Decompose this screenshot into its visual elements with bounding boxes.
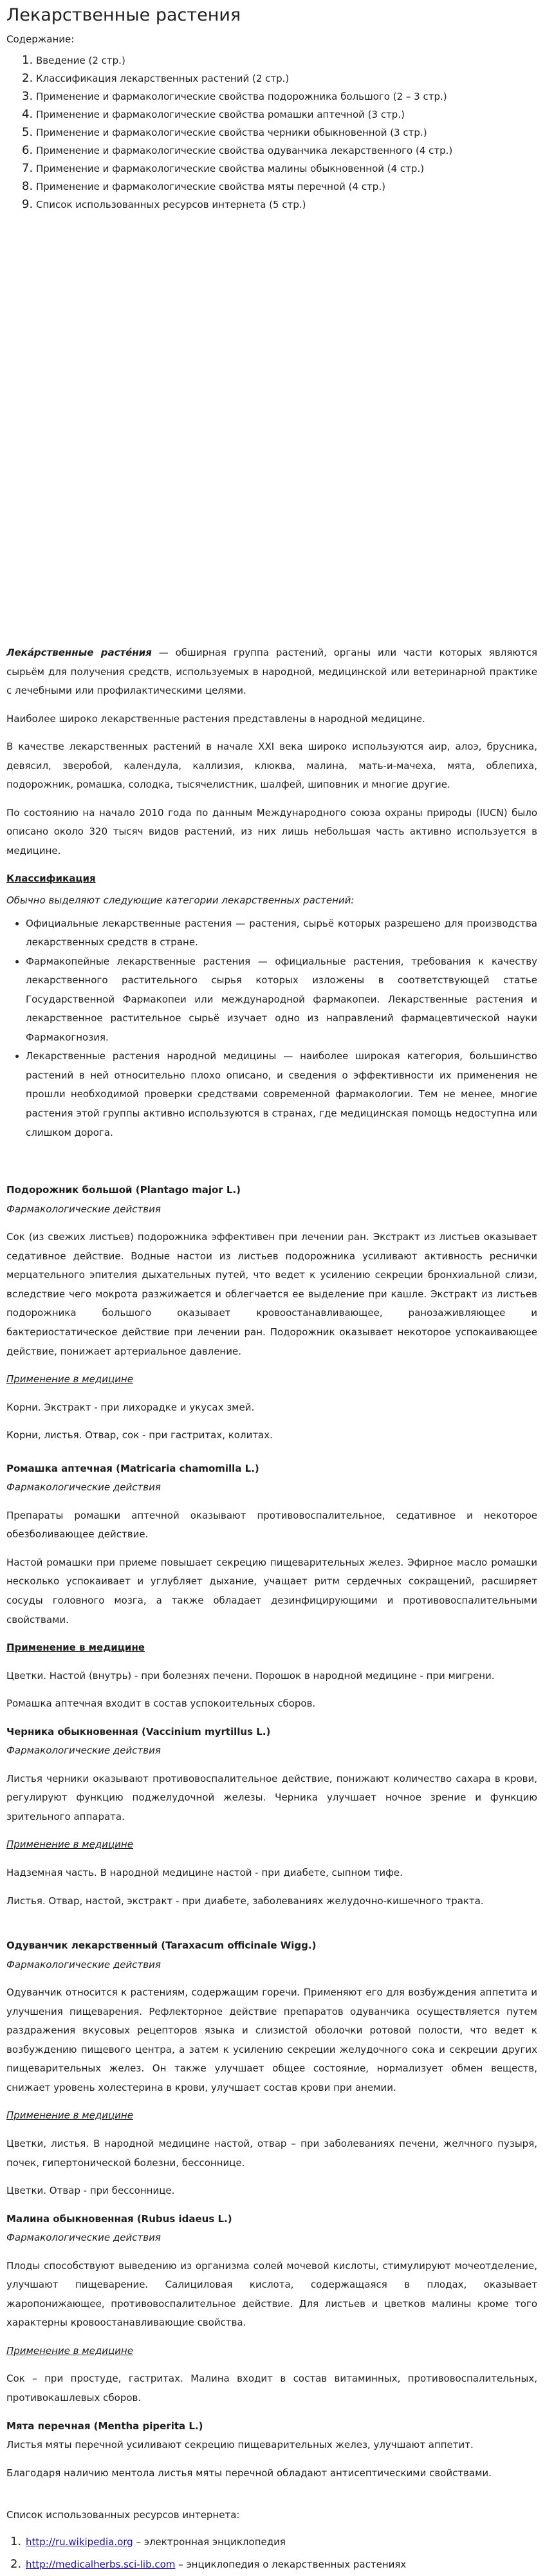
mint-paragraph: Благодаря наличию ментола листья мяты перечной обладают антисептическими свойствами.: [6, 2467, 492, 2479]
chamomile-usage: Цветки. Настой (внутрь) - при болезнях печени. Порошок в народной медицине - при мигрени.: [6, 1669, 495, 1682]
toc-item: 6. Применение и фармакологические свойства одуванчика лекарственного (4 стр.): [22, 144, 453, 157]
intro-paragraph: Лека́рственные расте́ния — обширная группа растений, органы или части которых являются сырьём для получения средств, используемых в народной, медицинской или ветеринарной практике с лечебными или профилактическими целями.: [6, 647, 537, 697]
intro-paragraph: По состоянию на начало 2010 года по данным Международного союза охраны природы (IUCN) было описано около 320 тысяч видов растений, из них лишь небольшая часть активно используется в медицине.: [6, 806, 537, 857]
toc-item: 3. Применение и фармакологические свойства подорожника большого (2 – 3 стр.): [22, 89, 447, 103]
mint-paragraph: Листья мяты перечной усиливают секрецию пищеварительных желез, улучшают аппетит.: [6, 2439, 474, 2451]
toc-item: 7. Применение и фармакологические свойства малины обыкновенной (4 стр.): [22, 162, 425, 175]
pharm-label: Фармакологические действия: [6, 1745, 161, 1757]
list-item: • Фармакопейные лекарственные растения — официальные растения, требования к качеству лекарственного растительного сырья которых изложены в соответствующей статье Государственной Фармакопеи или международной фармакопеи. Лекарственные растения и лекарственное растительное сырьё изучает одно из направлений фармацевтической науки Фармакогнозия.: [26, 952, 537, 1048]
usage-label: Применение в медицине: [6, 1642, 145, 1654]
usage-label: Применение в медицине: [6, 1839, 133, 1851]
chamomile-usage: Ромашка аптечная входит в состав успокоительных сборов.: [6, 1698, 316, 1710]
intro-paragraph: Наиболее широко лекарственные растения представлены в народной медицине.: [6, 712, 425, 725]
dandelion-pharm: Одуванчик относится к растениям, содержащим горечи. Применяют его для возбуждения аппетита и улучшения пищеварения. Рефлекторное действие препаратов одуванчика осуществляется путем раздражения вкусовых рецепторов языка и слизистой оболочки ротовой полости, что ведет к возбуждению пищевого центра, а затем к усилению секреции желудочного сока и секреции других пищеварительных желез. Он также улучшает общее состояние, нормализует обмен веществ, снижает уровень холестерина в крови, улучшает состав крови при анемии.: [6, 1987, 537, 2093]
document-body: [6, 644, 537, 2576]
section-heading-raspberry: Малина обыкновенная (Rubus idaeus L.): [6, 2212, 232, 2225]
section-heading-chamomile: Ромашка аптечная (Matricaria chamomilla L.): [6, 1462, 259, 1474]
bilberry-pharm: Листья черники оказывают противовоспалительное действие, понижают количество сахара в крови, регулируют функцию поджелудочной железы. Черника улучшает ночное зрение и функцию зрительного аппарата.: [6, 1772, 537, 1822]
pharm-label: Фармакологические действия: [6, 1958, 161, 1970]
pharm-label: Фармакологические действия: [6, 1481, 161, 1494]
section-heading-dandelion: Одуванчик лекарственный (Taraxacum officinale Wigg.): [6, 1940, 317, 1952]
list-item: • Официальные лекарственные растения — растения, сырьё которых разрешено для производства лекарственных средств в стране.: [26, 914, 537, 952]
plantain-pharm: Сок (из свежих листьев) подорожника эффективен при лечении ран. Экстракт из листьев оказывает седативное действие. Водные настои из листьев подорожника усиливают активность реснички мерцательного эпителия дыхательных путей, что ведет к усилению секреции бронхиальной слизи, вследствие чего мокрота разжижается и облегчается ее выделение при кашле. Экстракт из листьев подорожника большого оказывает кровоостанавливающее, ранозаживляющее и бактериостатическое действие при лечении ран. Подорожник оказывает некоторое успокаивающее действие, понижает артериальное давление.: [6, 1231, 537, 1357]
toc-item: 9. Список использованных ресурсов интернета (5 стр.): [22, 198, 306, 211]
dandelion-usage: Цветки. Отвар - при бессоннице.: [6, 2185, 175, 2197]
raspberry-usage: Сок – при простуде, гастритах. Малина входит в состав витаминных, противовоспалительных, противокашлевых сборов.: [6, 2373, 537, 2404]
plantain-usage: Корни, листья. Отвар, сок - при гастритах, колитах.: [6, 1429, 273, 1441]
chamomile-pharm: Настой ромашки при приеме повышает секрецию пищеварительных желез. Эфирное масло ромашки несколько успокаивает и углубляет дыхание, учащает ритм сердечных сокращений, расширяет сосуды головного мозга, а также обладает дезинфицирующими и противовоспалительными свойствами.: [6, 1556, 537, 1626]
page-title: Лекарственные растения: [6, 5, 241, 25]
chamomile-pharm: Препараты ромашки аптечной оказывают противовоспалительное, седативное и некоторое обезболивающее действие.: [6, 1509, 537, 1541]
classification-list: [6, 914, 537, 1143]
pharm-label: Фармакологические действия: [6, 2232, 161, 2244]
toc-item: 2. Классификация лекарственных растений (2 стр.): [22, 71, 290, 85]
resources-list: [6, 2530, 537, 2576]
intro-paragraph: В качестве лекарственных растений в начале XXI века широко используются аир, алоэ, брусника, девясил, зверобой, календула, каллизия, клюква, малина, мать-и-мачеха, мята, облепиха, подорожник, ромашка, солодка, тысячелистник, шалфей, шиповник и многие другие.: [6, 741, 537, 791]
toc-item: 4. Применение и фармакологические свойства ромашки аптечной (3 стр.): [22, 107, 405, 121]
resources-heading: Список использованных ресурсов интернета:: [6, 2509, 240, 2521]
resource-link-medicalherbs[interactable]: http://medicalherbs.sci-lib.com: [26, 2559, 176, 2571]
dandelion-usage: Цветки, листья. В народной медицине настой, отвар – при заболеваниях печени, желчного пузыря, почек, гипертонической болезни, бессоннице.: [6, 2138, 537, 2169]
resource-item: 2. http://medicalherbs.sci-lib.com – энциклопедия о лекарственных растениях: [10, 2557, 407, 2571]
plantain-usage: Корни. Экстракт - при лихорадке и укусах змей.: [6, 1401, 255, 1413]
section-heading-bilberry: Черника обыкновенная (Vaccinium myrtillus L.): [6, 1725, 271, 1737]
intro-term: Лека́рственные расте́ния: [6, 647, 152, 658]
contents-heading: Содержание:: [6, 33, 75, 45]
raspberry-pharm: Плоды способствуют выведению из организма солей мочевой кислоты, стимулируют мочеотделение, улучшают пищеварение. Салициловая кислота, содержащаяся в плодах, оказывает жаропонижающее, противовоспалительное действие. Для листьев и цветков малины кроме того характерны кровоостанавливающие свойства.: [6, 2259, 537, 2329]
usage-label: Применение в медицине: [6, 2344, 133, 2357]
section-heading-mint: Мята перечная (Mentha piperita L.): [6, 2420, 203, 2432]
usage-label: Применение в медицине: [6, 1373, 133, 1385]
list-item: • Лекарственные растения народной медицины — наиболее широкая категория, большинство растений в ней относительно плохо описано, и сведения о эффективности их применения не прошли необходимой проверки средствами современной фармакологии. Тем не менее, многие растения этой группы активно используются в странах, где медицинская помощь недоступна или слишком дорога.: [26, 1047, 537, 1142]
toc-item: 8. Применение и фармакологические свойства мяты перечной (4 стр.): [22, 180, 385, 193]
resource-link-wikipedia[interactable]: http://ru.wikipedia.org: [26, 2535, 133, 2548]
bilberry-usage: Надземная часть. В народной медицине настой - при диабете, сыпном тифе.: [6, 1866, 403, 1878]
table-of-contents: [0, 51, 452, 214]
section-heading-plantain: Подорожник большой (Plantago major L.): [6, 1184, 241, 1196]
bilberry-usage: Листья. Отвар, настой, экстракт - при диабете, заболеваниях желудочно-кишечного тракта.: [6, 1895, 484, 1907]
usage-label: Применение в медицине: [6, 2109, 133, 2122]
pharm-label: Фармакологические действия: [6, 1203, 161, 1215]
classification-lead: Обычно выделяют следующие категории лекарственных растений:: [6, 894, 355, 907]
resource-item: 1. http://ru.wikipedia.org – электронная энциклопедия: [10, 2534, 286, 2548]
toc-item: 5. Применение и фармакологические свойства черники обыкновенной (3 стр.): [22, 125, 427, 139]
classification-heading: Классификация: [6, 873, 96, 885]
toc-item: 1. Введение (2 стр.): [22, 53, 125, 67]
